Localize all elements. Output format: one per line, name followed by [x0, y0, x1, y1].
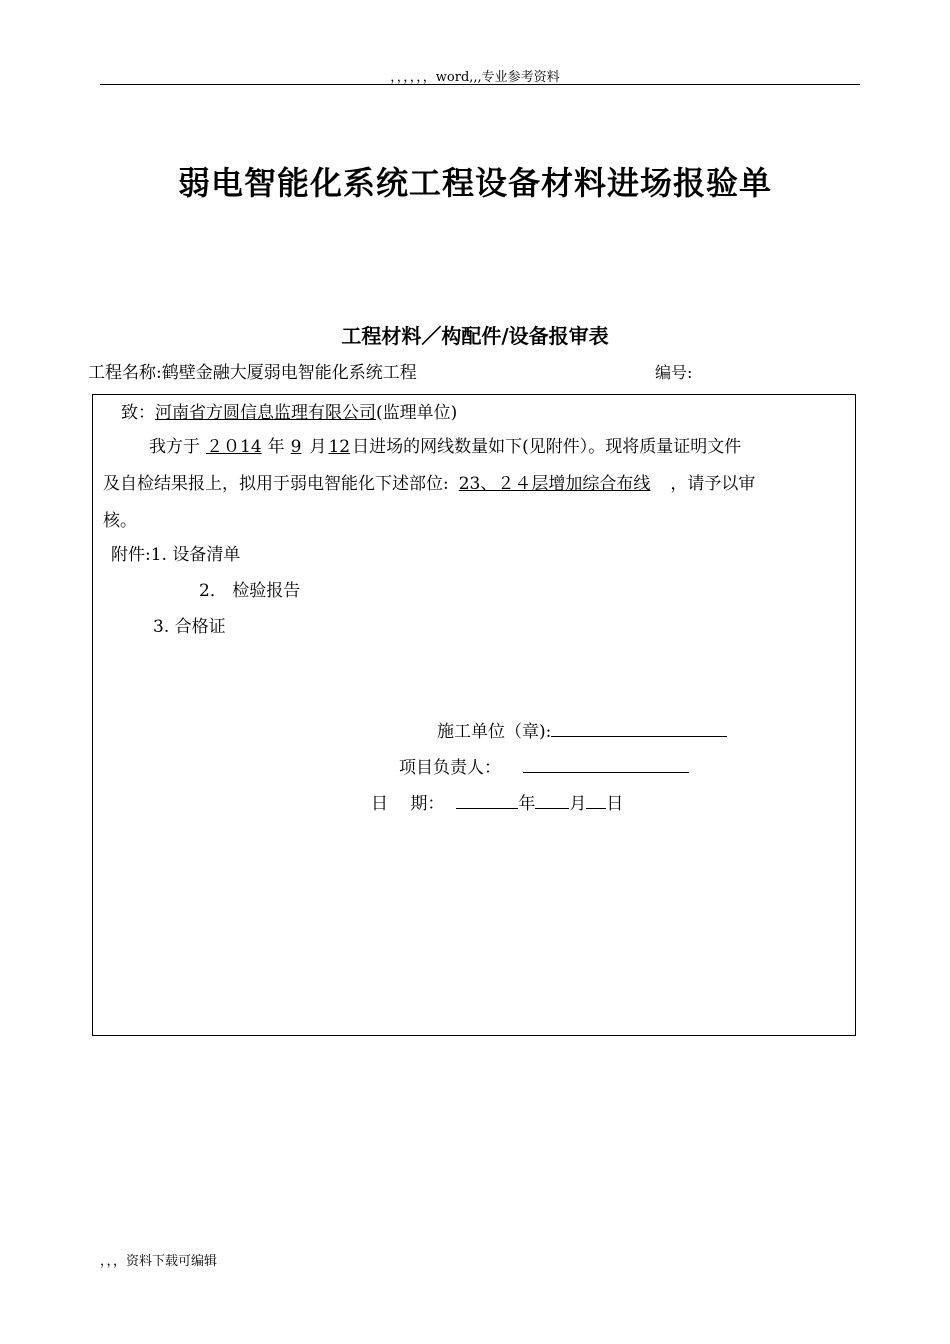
- date-row: [371, 789, 623, 814]
- attachment-item-1: 1. 设备清单: [150, 545, 241, 565]
- number-label: 编号:: [655, 363, 693, 382]
- project-manager-row: [399, 753, 689, 778]
- arrival-month: 9: [290, 437, 302, 457]
- paragraph-text: ，请予以审: [670, 474, 756, 494]
- attachment-item-2: 2． 检验报告: [199, 581, 301, 601]
- install-location: 23、２４层增加综合布线: [458, 474, 651, 494]
- year-unit: 年: [267, 437, 285, 457]
- attachment-item-3: 3. 合格证: [153, 617, 226, 637]
- project-name-value: 鹤壁金融大厦弱电智能化系统工程: [161, 363, 417, 383]
- addressee-suffix: (监理单位): [376, 403, 458, 423]
- date-year-unit: 年: [518, 794, 536, 814]
- construction-unit-blank: [551, 720, 727, 737]
- paragraph-line-3: 核。: [103, 511, 137, 531]
- paragraph-text: 日进场的网线数量如下(见附件）。现将质量证明文件: [352, 437, 742, 457]
- arrival-day: 12: [328, 437, 351, 457]
- addressee-label: 致：: [121, 403, 155, 423]
- form-title: 工程材料／构配件/设备报审表: [341, 324, 609, 348]
- document-title: 弱电智能化系统工程设备材料进场报验单: [177, 164, 772, 202]
- project-manager-label: 项目负责人：: [399, 758, 501, 778]
- page-header: ，，，，，，word,,,专业参考资料: [390, 70, 560, 85]
- page-footer: ，，，资料下载可编辑: [100, 1254, 218, 1269]
- project-name-row: [88, 358, 417, 383]
- addressee-line: [121, 398, 457, 423]
- arrival-year: ２０14: [206, 437, 262, 457]
- construction-unit-row: [437, 717, 727, 742]
- date-day-unit: 日: [606, 794, 624, 814]
- paragraph-text: 我方于: [149, 437, 200, 457]
- date-year-blank: [456, 792, 518, 809]
- date-label: 日 期：: [371, 794, 445, 814]
- project-manager-blank: [523, 756, 689, 773]
- form-body-box: [92, 394, 856, 1036]
- month-unit: 月: [309, 437, 327, 457]
- attachment-line-1: [111, 540, 240, 565]
- paragraph-line-2: [103, 469, 755, 494]
- date-month-blank: [535, 792, 569, 809]
- construction-unit-label: 施工单位（章):: [437, 722, 552, 742]
- paragraph-line-1: [149, 432, 741, 457]
- date-month-unit: 月: [569, 794, 587, 814]
- date-day-blank: [586, 792, 606, 809]
- addressee-name: 河南省方圆信息监理有限公司: [155, 403, 376, 423]
- paragraph-text: 及自检结果报上，拟用于弱电智能化下述部位:: [103, 474, 449, 494]
- project-name-label: 工程名称:: [88, 363, 162, 383]
- attachments-label: 附件:: [111, 545, 151, 565]
- header-rule: [100, 84, 860, 85]
